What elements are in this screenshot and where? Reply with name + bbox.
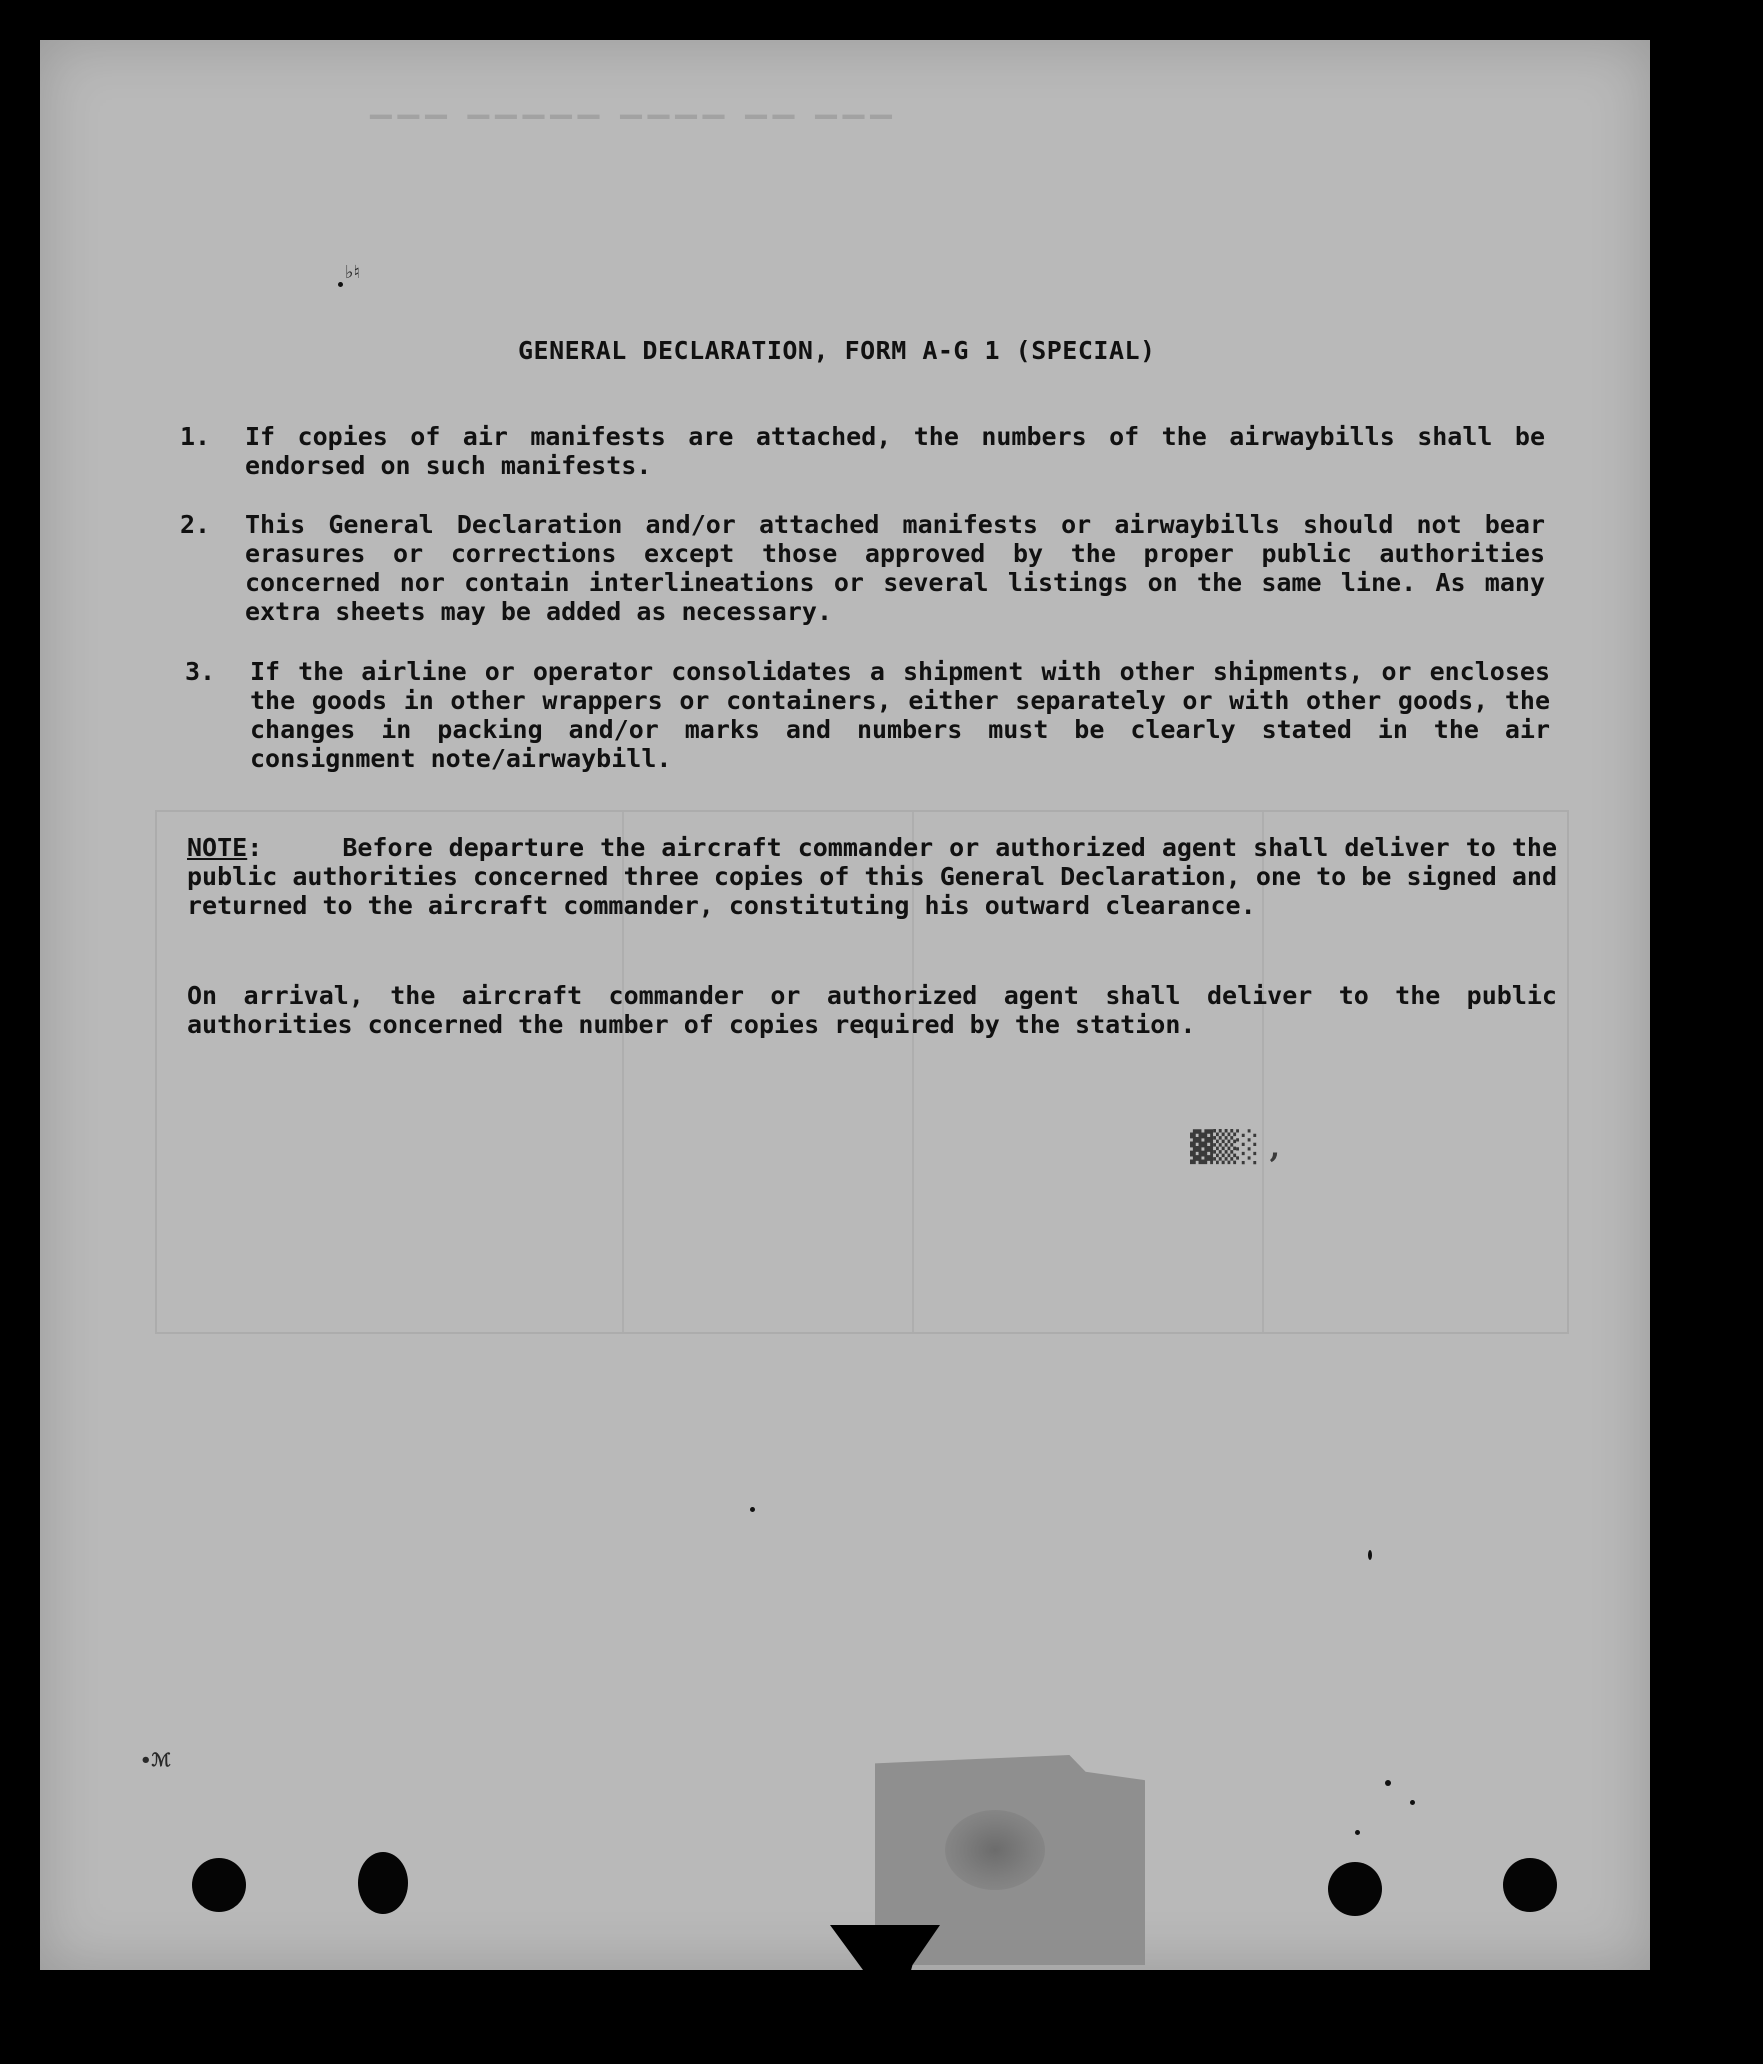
- handwritten-mark: ♭♮: [345, 262, 360, 283]
- bleed-through-text: ▔▔▔ ▔▔▔▔▔ ▔▔▔▔ ▔▔ ▔▔▔: [370, 115, 898, 148]
- arrival-paragraph: On arrival, the aircraft commander or authorized agent shall deliver to the public authorities concerned the number of copies required by the station.: [187, 981, 1557, 1039]
- ink-dot: [750, 1507, 755, 1512]
- list-item-text: This General Declaration and/or attached manifests or airwaybills should not bear erasures or corrections except those approved by the proper public authorities concerned nor contain interlineations or several listings on the same line. As many extra sheets may be added as necessary.: [245, 510, 1545, 626]
- ink-smudge: ▓▒░ ,: [1190, 1130, 1281, 1165]
- ink-dot: [1410, 1800, 1415, 1805]
- document-page: [40, 40, 1650, 1970]
- list-item-number: 1.: [180, 422, 211, 451]
- stamp-smudge: [945, 1810, 1045, 1890]
- ink-dot: [1368, 1550, 1372, 1560]
- page-title: GENERAL DECLARATION, FORM A-G 1 (SPECIAL): [518, 336, 1156, 365]
- torn-edge: [830, 1925, 940, 2025]
- note-label: NOTE: [187, 833, 248, 862]
- ink-dot: [338, 282, 343, 287]
- list-item-text: If copies of air manifests are attached, the numbers of the airwaybills shall be endorsed on such manifests.: [245, 422, 1545, 480]
- ink-dot: [1385, 1780, 1391, 1786]
- punch-hole: [192, 1858, 246, 1912]
- list-item-number: 3.: [185, 657, 216, 686]
- note-paragraph: NOTE: Before departure the aircraft commander or authorized agent shall deliver to the public authorities concerned three copies of this General Declaration, one to be signed and returned to the aircraft commander, constituting his outward clearance.: [187, 833, 1557, 920]
- ink-mark: •ℳ: [140, 1750, 171, 1771]
- punch-hole: [1328, 1862, 1382, 1916]
- punch-hole: [358, 1852, 408, 1914]
- list-item-text: If the airline or operator consolidates a shipment with other shipments, or encloses the goods in other wrappers or containers, either separately or with other goods, the changes in packing and/or marks and numbers must be clearly stated in the air consignment note/airwaybill.: [250, 657, 1550, 773]
- note-text: Before departure the aircraft commander or authorized agent shall deliver to the public authorities concerned three copies of this General Declaration, one to be signed and returned to the aircraft commander, constituting his outward clearance.: [187, 833, 1557, 920]
- punch-hole: [1503, 1858, 1557, 1912]
- list-item-number: 2.: [180, 510, 211, 539]
- ink-dot: [1355, 1830, 1360, 1835]
